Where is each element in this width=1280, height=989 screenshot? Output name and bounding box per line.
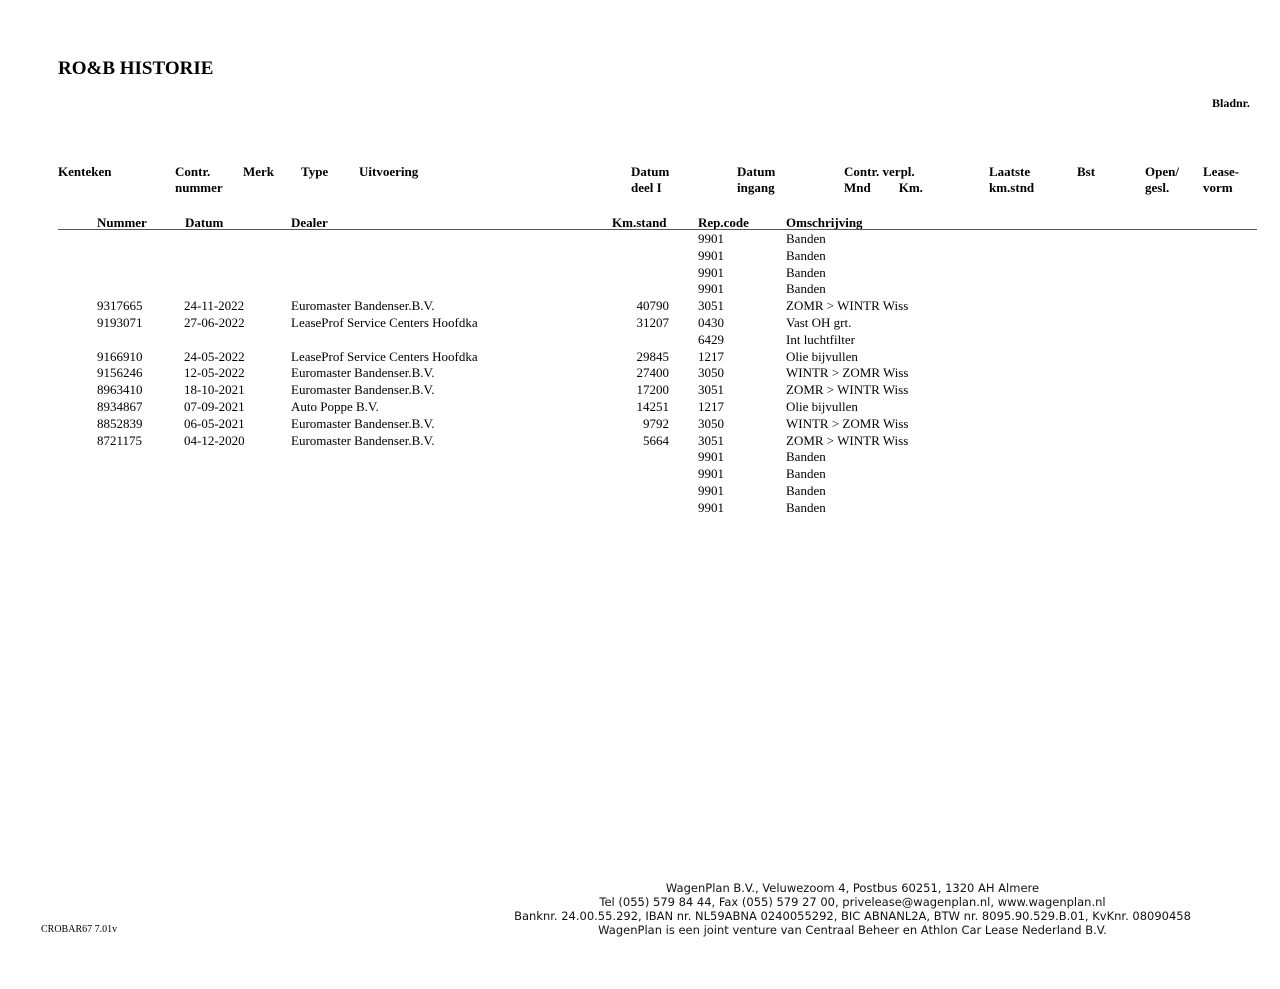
cell-oms: Banden [786,247,826,263]
cell-km: 31207 [636,315,669,330]
cell-nummer: 8934867 [97,399,143,414]
cell-dealer: Euromaster Bandenser.B.V. [291,365,435,381]
cell-code: 9901 [698,449,724,465]
cell-km: 14251 [636,399,669,414]
subheader-datum: Datum [185,215,224,230]
cell-oms: Banden [786,281,826,297]
cell-code: 0430 [698,315,724,330]
cell-code: 9901 [698,466,724,482]
header-uitvoering: Uitvoering [359,164,419,179]
header-datum-deel: Datum deel I [631,164,670,195]
cell-nummer: 8852839 [97,415,143,431]
cell-datum: 12-05-2022 [184,365,245,381]
cell-km: 9792 [643,415,669,431]
cell-oms: Banden [786,483,826,498]
cell-datum: 24-11-2022 [184,298,245,314]
cell-datum: 18-10-2021 [184,382,245,398]
cell-oms: Banden [786,499,826,515]
cell-oms: WINTR > ZOMR Wiss [786,415,909,431]
cell-code: 9901 [698,231,724,246]
cell-oms: Vast OH grt. [786,315,852,330]
cell-oms: ZOMR > WINTR Wiss [786,298,909,314]
cell-nummer: 8963410 [97,382,143,398]
cell-km: 17200 [636,382,669,398]
cell-nummer: 9193071 [97,315,143,330]
cell-code: 6429 [698,331,724,347]
subheader-dealer: Dealer [291,215,328,230]
cell-datum: 06-05-2021 [184,415,245,431]
cell-dealer: Euromaster Bandenser.B.V. [291,382,435,398]
cell-nummer: 8721175 [97,432,143,448]
cell-dealer: Euromaster Bandenser.B.V. [291,298,435,314]
cell-datum: 24-05-2022 [184,348,245,364]
header-laatste-kmstnd: Laatste km.stnd [989,164,1035,195]
cell-code: 3050 [698,365,724,381]
cell-code: 9901 [698,281,724,297]
footer-line-bank: Banknr. 24.00.55.292, IBAN nr. NL59ABNA 0240055292, BIC ABNANL2A, BTW nr. 8095.90.529.B.01, KvKnr. 08090458 [514,909,1191,923]
subheader-repcode: Rep.code [698,215,749,230]
cell-code: 3051 [698,382,724,398]
cell-code: 1217 [698,348,724,364]
cell-datum: 04-12-2020 [184,432,245,448]
cell-oms: Banden [786,231,826,246]
cell-oms: Banden [786,264,826,280]
cell-datum: 27-06-2022 [184,315,245,330]
cell-oms: Int luchtfilter [786,331,855,347]
page-title: RO&B HISTORIE [58,58,214,79]
header-divider [58,229,1257,230]
subheader-kmstand: Km.stand [612,215,667,230]
header-type: Type [301,164,329,179]
footer-line-contact: Tel (055) 579 84 44, Fax (055) 579 27 00, privelease@wagenplan.nl, www.wagenplan.nl [599,895,1106,909]
cell-datum: 07-09-2021 [184,399,245,414]
page-number-label: Bladnr. [1212,96,1250,110]
subheader-nummer: Nummer [97,215,147,230]
cell-oms: ZOMR > WINTR Wiss [786,432,909,448]
cell-nummer: 9317665 [97,298,143,314]
cell-dealer: Euromaster Bandenser.B.V. [291,415,435,431]
footer-line-venture: WagenPlan is een joint venture van Centraal Beheer en Athlon Car Lease Nederland B.V. [598,923,1107,937]
cell-nummer: 9156246 [97,365,143,381]
cell-dealer: Euromaster Bandenser.B.V. [291,432,435,448]
cell-oms: Olie bijvullen [786,399,858,414]
header-bst: Bst [1077,164,1096,179]
header-kenteken: Kenteken [58,164,112,179]
subheader-omschrijving: Omschrijving [786,215,863,230]
cell-oms: ZOMR > WINTR Wiss [786,382,909,398]
cell-dealer: LeaseProf Service Centers Hoofdka [291,348,478,364]
footer-line-address: WagenPlan B.V., Veluwezoom 4, Postbus 60251, 1320 AH Almere [665,881,1040,895]
footer [500,881,1205,937]
cell-oms: WINTR > ZOMR Wiss [786,365,909,381]
cell-code: 9901 [698,499,724,515]
cell-code: 9901 [698,264,724,280]
cell-code: 1217 [698,399,724,414]
cell-km: 40790 [636,298,669,314]
cell-code: 9901 [698,483,724,498]
header-contr: Contr. nummer [175,164,223,195]
cell-oms: Banden [786,466,826,482]
header-open-gesl: Open/ gesl. [1145,164,1179,195]
cell-oms: Olie bijvullen [786,348,858,364]
cell-km: 27400 [636,365,669,381]
cell-code: 3051 [698,298,724,314]
cell-dealer: Auto Poppe B.V. [291,399,379,414]
header-contr-verpl: Contr. verpl. Mnd Km. [844,164,923,195]
cell-km: 5664 [643,432,669,448]
form-code: CROBAR67 7.01v [41,924,118,935]
cell-nummer: 9166910 [97,348,143,364]
cell-code: 3050 [698,415,724,431]
header-merk: Merk [243,164,275,179]
cell-code: 9901 [698,247,724,263]
cell-oms: Banden [786,449,826,465]
header-lease-vorm: Lease- vorm [1203,164,1240,195]
cell-dealer: LeaseProf Service Centers Hoofdka [291,315,478,330]
header-datum-ingang: Datum ingang [737,164,776,195]
cell-code: 3051 [698,432,724,448]
cell-km: 29845 [636,348,669,364]
